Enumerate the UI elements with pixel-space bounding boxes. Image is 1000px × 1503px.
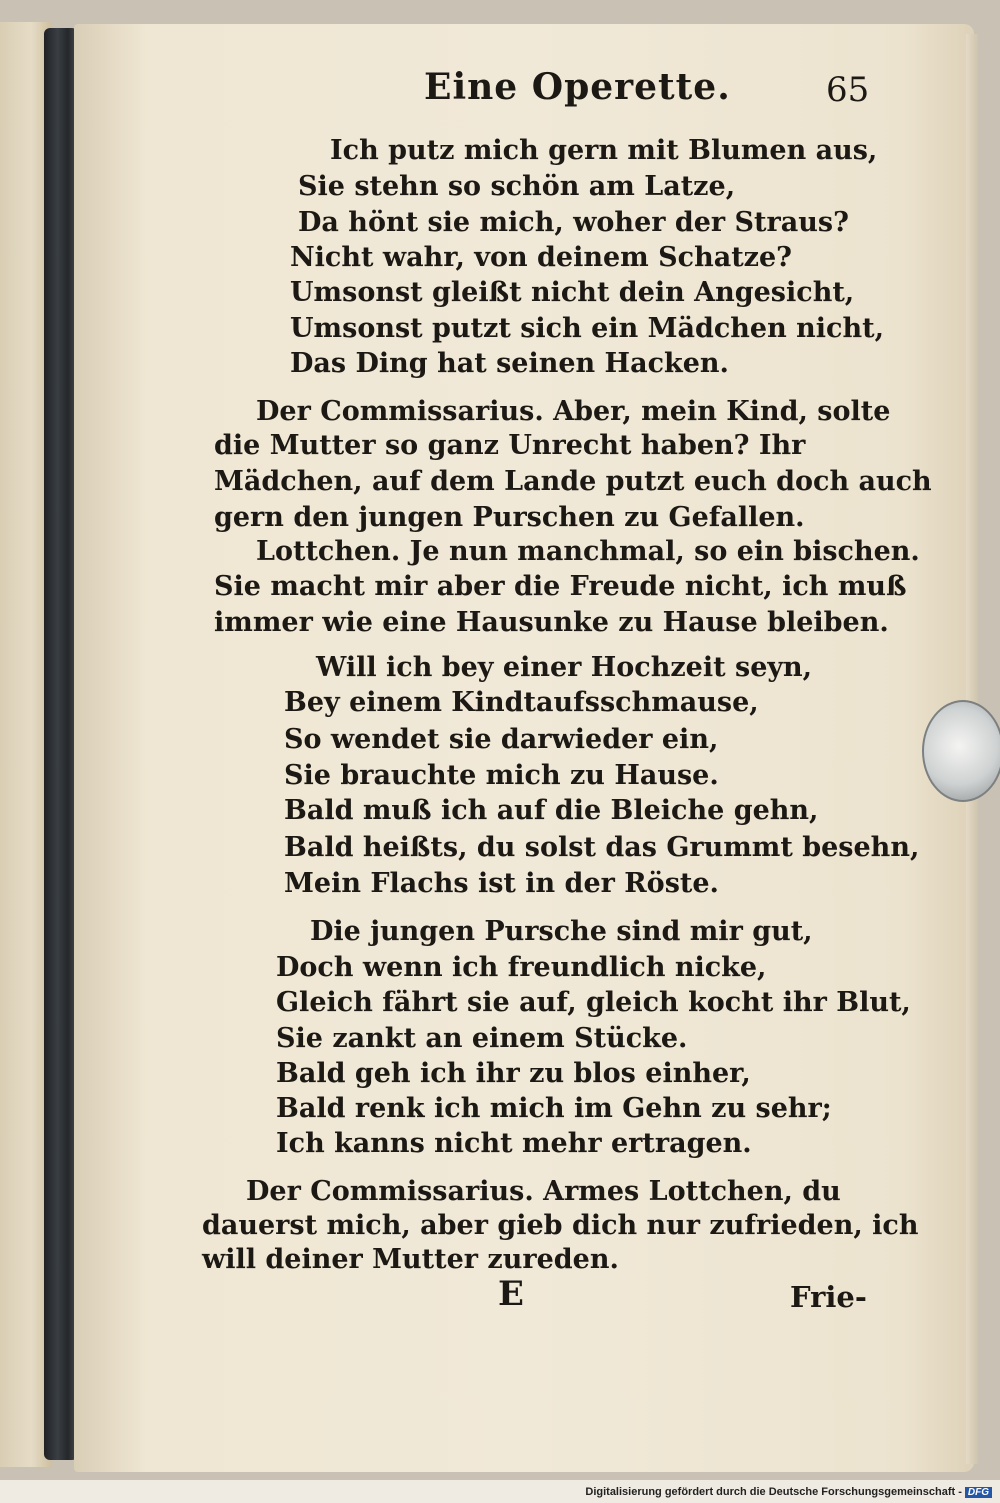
prose-line: will deiner Mutter zureden. [202,1244,619,1275]
verse-line: Mein Flachs ist in der Röste. [284,868,719,899]
signature-mark: E [498,1274,524,1314]
verse-line: Bald muß ich auf die Bleiche gehn, [284,795,819,826]
verse-line: Bald renk ich mich im Gehn zu sehr; [276,1093,832,1124]
credit-text: Digitalisierung gefördert durch die Deutsche Forschungsgemeinschaft - [585,1486,962,1498]
prose-line: gern den jungen Purschen zu Gefallen. [214,502,805,533]
verse-line: So wendet sie darwieder ein, [284,724,719,755]
book-spine [44,28,78,1460]
prose-line: die Mutter so ganz Unrecht haben? Ihr [214,430,806,461]
prose-line: dauerst mich, aber gieb dich nur zufrieden, ich [202,1210,919,1241]
verse-line: Will ich bey einer Hochzeit seyn, [316,652,813,683]
prose-line: immer wie eine Hausunke zu Hause bleiben. [214,607,889,638]
verse-line: Ich kanns nicht mehr ertragen. [276,1128,752,1159]
verse-line: Nicht wahr, von deinem Schatze? [290,242,792,273]
verse-line: Doch wenn ich freundlich nicke, [276,952,767,983]
verse-line: Die jungen Pursche sind mir gut, [310,916,813,947]
prose-line: Mädchen, auf dem Lande putzt euch doch auch [214,466,932,497]
verse-line: Da hönt sie mich, woher der Straus? [298,207,849,238]
catchword: Frie- [790,1280,867,1314]
prose-line: Der Commissarius. Aber, mein Kind, solte [256,396,891,427]
running-title: Eine Operette. [424,66,731,108]
verse-line: Ich putz mich gern mit Blumen aus, [330,135,878,166]
digitization-credit [585,1486,992,1498]
prose-line: Lottchen. Je nun manchmal, so ein bischen. [256,536,920,567]
verse-line: Umsonst putzt sich ein Mädchen nicht, [290,313,884,344]
verse-line: Sie zankt an einem Stücke. [276,1023,688,1054]
verse-line: Sie brauchte mich zu Hause. [284,760,719,791]
verse-line: Bald heißts, du solst das Grummt besehn, [284,832,920,863]
dfg-logo: DFG [965,1487,992,1498]
verse-line: Das Ding hat seinen Hacken. [290,348,729,379]
verse-line: Umsonst gleißt nicht dein Angesicht, [290,277,855,308]
verse-line: Gleich fährt sie auf, gleich kocht ihr Blut, [276,987,911,1018]
page-clip [922,700,1000,802]
prose-line: Der Commissarius. Armes Lottchen, du [246,1176,841,1207]
verse-line: Bey einem Kindtaufsschmause, [284,687,759,718]
verse-line: Bald geh ich ihr zu blos einher, [276,1058,751,1089]
page-number: 65 [826,70,870,110]
verse-line: Sie stehn so schön am Latze, [298,171,736,202]
prose-line: Sie macht mir aber die Freude nicht, ich muß [214,571,907,602]
